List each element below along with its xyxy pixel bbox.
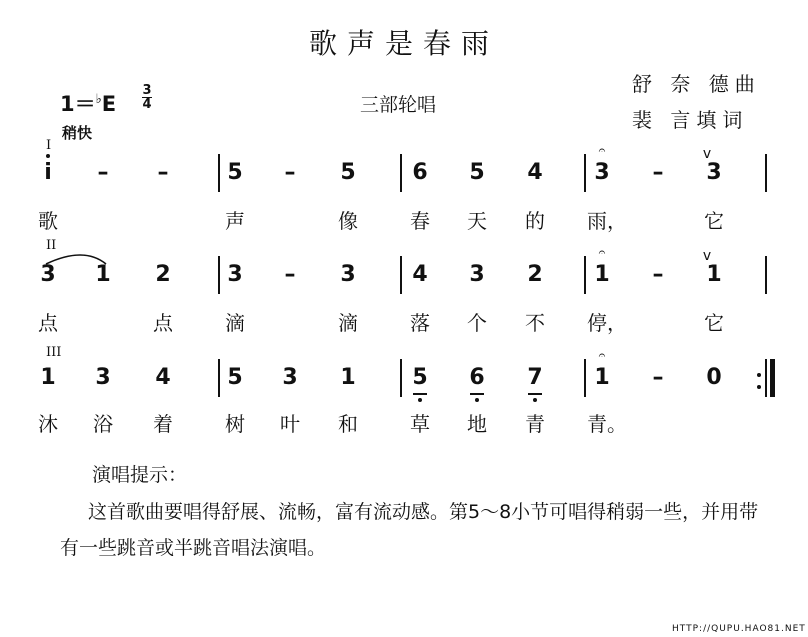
barline bbox=[765, 359, 767, 397]
lyric-syllable: 声 bbox=[225, 209, 245, 233]
note: – bbox=[284, 262, 296, 287]
barline bbox=[584, 256, 586, 294]
performance-note: 三部轮唱 bbox=[360, 94, 437, 116]
song-title: 歌声是春雨 bbox=[308, 27, 499, 60]
note: 2 bbox=[527, 262, 543, 287]
note: 4 bbox=[412, 262, 428, 287]
lyric-syllable: 停， bbox=[587, 311, 627, 335]
note: 3 bbox=[95, 365, 111, 390]
part-label-2: II bbox=[46, 238, 57, 253]
lyric-syllable: 树 bbox=[225, 412, 245, 436]
lyric-syllable: 地 bbox=[467, 412, 487, 436]
lyric-syllable: 天 bbox=[467, 209, 487, 233]
barline bbox=[584, 359, 586, 397]
note: 1 bbox=[340, 365, 356, 390]
note: 5 bbox=[469, 160, 485, 185]
lyric-syllable: 落 bbox=[410, 311, 430, 335]
lyricist-credit: 裴 言填词 bbox=[632, 108, 749, 132]
key-signature bbox=[60, 88, 116, 118]
lyric-syllable: 草 bbox=[410, 412, 430, 436]
repeat-dot bbox=[757, 373, 761, 377]
note: 4 bbox=[527, 160, 543, 185]
note: 5 bbox=[227, 160, 243, 185]
barline bbox=[218, 154, 220, 192]
lyric-syllable: 它 bbox=[704, 209, 724, 233]
note: 0 bbox=[706, 365, 722, 390]
eighth-underline bbox=[413, 393, 427, 395]
note: 3 bbox=[282, 365, 298, 390]
composer-credit: 舒 奈 德曲 bbox=[632, 72, 761, 96]
barline bbox=[584, 154, 586, 192]
lyric-syllable: 沐 bbox=[38, 412, 58, 436]
hint-text: 这首歌曲要唱得舒展、流畅，富有流动感。第5～8小节可唱得稍弱一些，并用带有一些跳音或半跳音唱法演唱。 bbox=[60, 501, 759, 559]
octave-dot-below bbox=[418, 398, 422, 402]
time-signature-bottom: 4 bbox=[142, 97, 152, 112]
fermata-icon: 𝄐 bbox=[598, 348, 606, 362]
note: – bbox=[157, 160, 169, 185]
hint-title: 演唱提示： bbox=[92, 464, 188, 486]
note: i bbox=[44, 160, 52, 185]
note: 7 bbox=[527, 365, 543, 390]
lyric-syllable: 叶 bbox=[280, 412, 300, 436]
note: 1 bbox=[95, 262, 111, 287]
part-label-3: III bbox=[46, 345, 62, 360]
key-note: E bbox=[101, 92, 117, 116]
note: 3 bbox=[40, 262, 56, 287]
note: – bbox=[652, 365, 664, 390]
slur-icon bbox=[44, 250, 124, 266]
fermata-icon: 𝄐 bbox=[598, 143, 606, 157]
barline bbox=[218, 359, 220, 397]
breath-mark-icon: v bbox=[702, 146, 712, 162]
lyric-syllable: 雨， bbox=[587, 209, 627, 233]
note: – bbox=[97, 160, 109, 185]
note: 1 bbox=[706, 262, 722, 287]
lyric-syllable: 滴 bbox=[338, 311, 358, 335]
note: 6 bbox=[469, 365, 485, 390]
note: 5 bbox=[227, 365, 243, 390]
tempo-marking: 稍快 bbox=[62, 124, 93, 142]
lyric-syllable: 歌 bbox=[38, 209, 58, 233]
note: 1 bbox=[40, 365, 56, 390]
lyric-syllable: 青。 bbox=[587, 412, 627, 436]
note: 3 bbox=[340, 262, 356, 287]
note: 3 bbox=[469, 262, 485, 287]
barline bbox=[765, 154, 767, 192]
lyric-syllable: 春 bbox=[410, 209, 430, 233]
octave-dot-below bbox=[475, 398, 479, 402]
breath-mark-icon: v bbox=[702, 248, 712, 264]
time-signature bbox=[142, 84, 152, 111]
note: – bbox=[652, 160, 664, 185]
barline bbox=[400, 359, 402, 397]
note: – bbox=[284, 160, 296, 185]
note: 5 bbox=[412, 365, 428, 390]
note: 6 bbox=[412, 160, 428, 185]
lyric-syllable: 浴 bbox=[93, 412, 113, 436]
time-signature-top: 3 bbox=[142, 83, 152, 98]
barline bbox=[218, 256, 220, 294]
lyric-syllable: 和 bbox=[338, 412, 358, 436]
lyric-syllable: 着 bbox=[153, 412, 173, 436]
key-prefix: 1＝ bbox=[60, 92, 96, 116]
lyric-syllable: 点 bbox=[153, 311, 173, 335]
lyric-syllable: 滴 bbox=[225, 311, 245, 335]
barline bbox=[765, 256, 767, 294]
flat-sign: ♭ bbox=[95, 92, 102, 107]
note: – bbox=[652, 262, 664, 287]
note: 1 bbox=[594, 365, 610, 390]
lyric-syllable: 像 bbox=[338, 209, 358, 233]
fermata-icon: 𝄐 bbox=[598, 245, 606, 259]
note: 3 bbox=[594, 160, 610, 185]
note: 5 bbox=[340, 160, 356, 185]
watermark-url: HTTP://QUPU.HAO81.NET bbox=[672, 624, 806, 634]
eighth-underline bbox=[528, 393, 542, 395]
barline bbox=[400, 154, 402, 192]
note: 3 bbox=[227, 262, 243, 287]
barline bbox=[400, 256, 402, 294]
lyric-syllable: 个 bbox=[467, 311, 487, 335]
part-label-1: I bbox=[46, 138, 52, 153]
note: 1 bbox=[594, 262, 610, 287]
lyric-syllable: 的 bbox=[525, 209, 545, 233]
lyric-syllable: 它 bbox=[704, 311, 724, 335]
octave-dot-below bbox=[533, 398, 537, 402]
lyric-syllable: 不 bbox=[525, 311, 545, 335]
note: 3 bbox=[706, 160, 722, 185]
repeat-dot bbox=[757, 385, 761, 389]
eighth-underline bbox=[470, 393, 484, 395]
note: 2 bbox=[155, 262, 171, 287]
lyric-syllable: 点 bbox=[38, 311, 58, 335]
note: 4 bbox=[155, 365, 171, 390]
octave-dot-above bbox=[46, 154, 50, 158]
final-barline-thick bbox=[770, 359, 775, 397]
lyric-syllable: 青 bbox=[525, 412, 545, 436]
